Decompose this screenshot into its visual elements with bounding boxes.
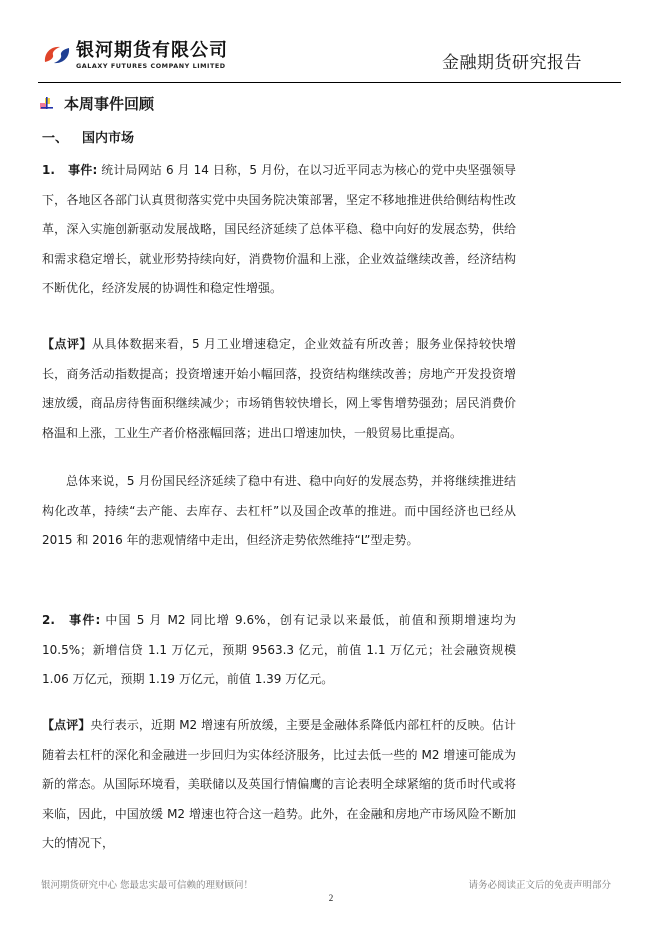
page-number: 2 bbox=[328, 893, 334, 903]
event-text: 统计局网站 6 月 14 日称，5 月份，在以习近平同志为核心的党中央坚强领导下，各地区各部门认真贯彻落实党中央国务院决策部署，坚定不移地推进供给侧结构性改革，深入实施创新驱动发展战略，国民经济延续了总体平稳、稳中向好的发展态势，供给和需求稳定增长，就业形势持续向好，消费物价温和上涨，企业效益继续改善，经济结构不断优化，经济发展的协调性和稳定性增强。 bbox=[42, 163, 516, 295]
item-1-event bbox=[42, 156, 516, 304]
item-number: 1. bbox=[42, 163, 55, 177]
item-1-comment bbox=[42, 330, 516, 448]
footer-disclaimer: 请务必阅读正文后的免责声明部分 bbox=[468, 880, 611, 891]
event-text: 中国 5 月 M2 同比增 9.6%，创有记录以来最低，前值和预期增速均为 10.5%；新增信贷 1.1 万亿元，预期 9563.3 亿元，前值 1.1 万亿元；社会融资规模 1.06 万亿元，预期 1.19 万亿元，前值 1.39 万亿元。 bbox=[42, 613, 516, 686]
galaxy-logo-icon bbox=[42, 40, 72, 70]
report-title: 金融期货研究报告 bbox=[442, 53, 582, 73]
subsection-title: 国内市场 bbox=[82, 131, 135, 146]
comment-text: 央行表示，近期 M2 增速有所放缓，主要是金融体系降低内部杠杆的反映。估计随着去杠杆的深化和金融进一步回归为实体经济服务，比过去低一些的 M2 增速可能成为新的常态。从国际环境看，美联储以及英国行情偏鹰的言论表明全球紧缩的货币时代或将来临，因此，中国放缓 M2 增速也符合这一趋势。此外，在金融和房地产市场风险不断加大的情况下， bbox=[42, 718, 516, 850]
section-heading bbox=[40, 93, 154, 114]
company-name-cn: 银河期货有限公司 bbox=[76, 39, 228, 61]
item-1-summary: 总体来说，5 月份国民经济延续了稳中有进、稳中向好的发展态势，并将继续推进结构化改革，持续“去产能、去库存、去杠杆”以及国企改革的推进。而中国经济也已经从 2015 和 2016 年的悲观情绪中走出，但经济走势依然维持“L”型走势。 bbox=[42, 474, 516, 547]
comment-label: 【点评】 bbox=[42, 337, 93, 351]
item-2-comment bbox=[42, 711, 516, 859]
header-divider bbox=[38, 82, 621, 83]
item-number: 2. bbox=[42, 613, 55, 627]
item-2-event bbox=[42, 606, 516, 695]
bullet-cross-icon bbox=[40, 97, 54, 111]
subsection-heading bbox=[42, 127, 134, 146]
event-label: 事件: bbox=[68, 613, 101, 627]
company-name-en: GALAXY FUTURES COMPANY LIMITED bbox=[76, 61, 226, 70]
footer-slogan: 银河期货研究中心 您最忠实最可信赖的理财顾问！ bbox=[41, 880, 254, 891]
event-label: 事件: bbox=[68, 163, 98, 177]
section-title: 本周事件回顾 bbox=[64, 95, 155, 113]
company-logo bbox=[42, 38, 228, 72]
comment-text: 从具体数据来看，5 月工业增速稳定，企业效益有所改善；服务业保持较快增长，商务活动指数提高；投资增速开始小幅回落，投资结构继续改善；房地产开发投资增速放缓，商品房待售面积继续减少；市场销售较快增长，网上零售增势强劲；居民消费价格温和上涨，工业生产者价格涨幅回落；进出口增速加快，一般贸易比重提高。 bbox=[42, 337, 516, 440]
comment-label: 【点评】 bbox=[42, 718, 91, 732]
subsection-number: 一、 bbox=[42, 131, 69, 146]
